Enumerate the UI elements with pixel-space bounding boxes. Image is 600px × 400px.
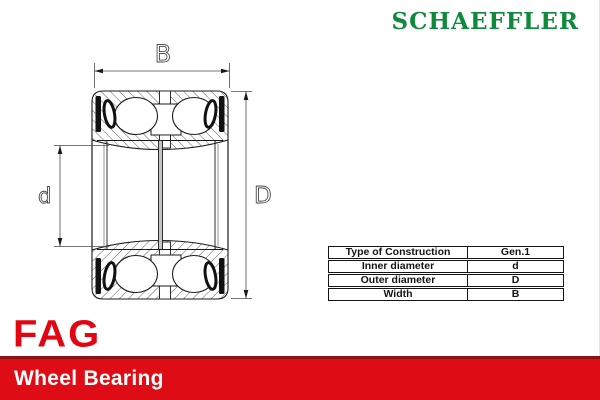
- seal-left-bar: [96, 96, 102, 132]
- dim-label-d: d: [38, 184, 52, 208]
- seal-right-bar: [219, 96, 225, 132]
- footer-bar: [0, 356, 600, 400]
- table-cell-label: Inner diameter: [329, 261, 468, 272]
- schaeffler-logo: SCHAEFFLER: [391, 8, 579, 35]
- table-row: [328, 288, 564, 301]
- table-cell-label: Width: [329, 289, 468, 300]
- spec-table: [328, 246, 564, 302]
- table-cell-value: Gen.1: [500, 247, 531, 258]
- bearing-cross-section-svg: [25, 35, 295, 320]
- table-row: [328, 260, 564, 273]
- table-cell-value: d: [512, 261, 519, 272]
- bearing-middle-section: [92, 140, 228, 250]
- fag-logo: FAG: [13, 313, 102, 355]
- dim-label-B: B: [154, 40, 172, 68]
- ball-left: [115, 98, 158, 135]
- table-row: [328, 274, 564, 287]
- dimension-bore-d: [38, 146, 109, 247]
- table-row: [328, 246, 564, 259]
- cage-channel: [160, 91, 171, 105]
- table-cell-value: B: [511, 289, 520, 300]
- table-cell-label: Outer diameter: [329, 275, 468, 286]
- product-title: Wheel Bearing: [14, 367, 164, 390]
- table-cell-label: Type of Construction: [329, 247, 468, 258]
- dim-label-D: D: [254, 183, 272, 209]
- table-cell-value: D: [511, 275, 520, 286]
- dimension-outer-D: [231, 92, 272, 299]
- bearing-drawing: [25, 35, 295, 320]
- inner-ring-split: [159, 141, 163, 249]
- dimension-width-B: [95, 40, 230, 88]
